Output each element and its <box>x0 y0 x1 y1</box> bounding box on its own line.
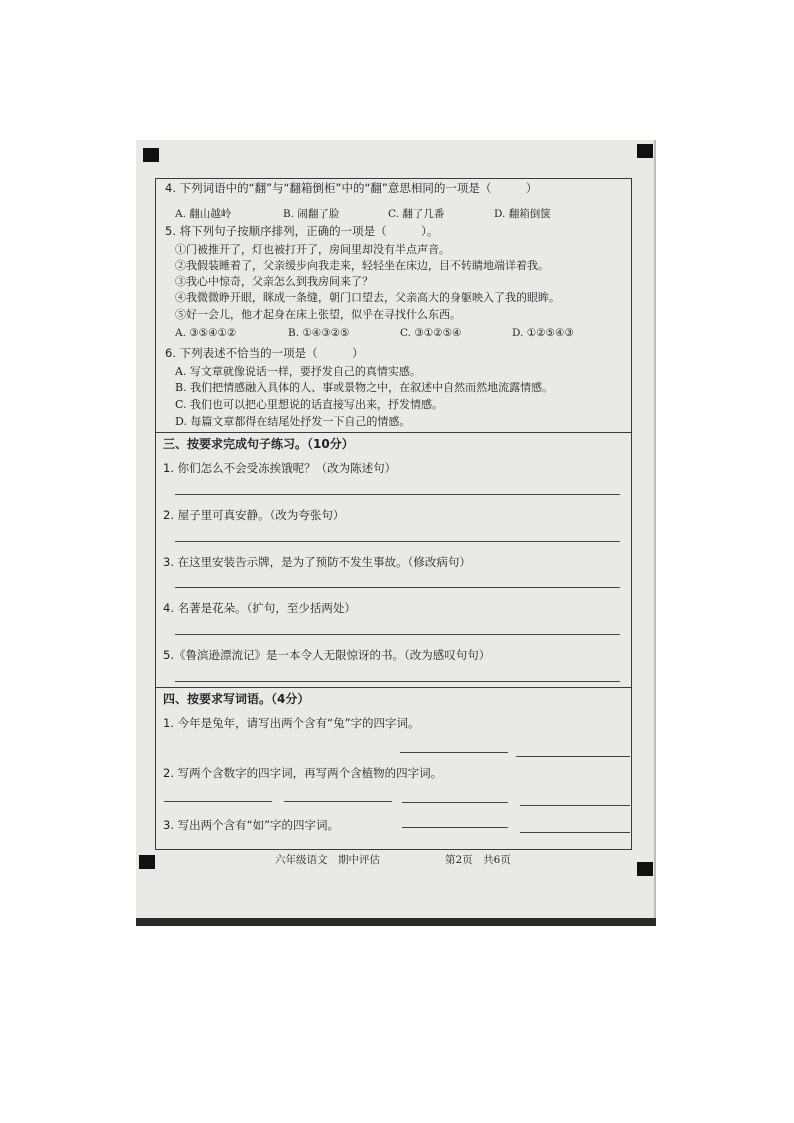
section3-item-4: 4. 名著是花朵。（扩句，至少括两处） <box>163 601 356 615</box>
registration-mark <box>143 148 159 162</box>
answer-line[interactable] <box>164 801 272 802</box>
page-shadow <box>136 918 656 926</box>
answer-line[interactable] <box>520 805 630 806</box>
q5-option-a: A. ③⑤④①② <box>175 327 237 339</box>
q6-stem: 6. 下列表述不恰当的一项是（ ） <box>165 346 364 360</box>
q4-option-c: C. 翻了几番 <box>388 208 445 220</box>
q5-option-b: B. ①④③②⑤ <box>288 327 350 339</box>
section3-item-1: 1. 你们怎么不会受冻挨饿呢？（改为陈述句） <box>163 461 397 475</box>
q5-sentence-5: ⑤好一会儿，他才起身在床上张望，似乎在寻找什么东西。 <box>175 308 461 321</box>
section4-item-2: 2. 写两个含数字的四字词，再写两个含植物的四字词。 <box>163 766 443 780</box>
answer-line[interactable] <box>284 801 392 802</box>
q5-sentence-1: ①门被推开了，灯也被打开了，房间里却没有半点声音。 <box>175 243 450 256</box>
section3-item-3: 3. 在这里安装告示牌，是为了预防不发生事故。（修改病句） <box>163 555 471 569</box>
registration-mark <box>637 144 653 158</box>
answer-line[interactable] <box>520 832 630 833</box>
answer-line[interactable] <box>175 681 620 682</box>
q5-sentence-4: ④我微微睁开眼，眯成一条缝，朝门口望去，父亲高大的身躯映入了我的眼眸。 <box>175 291 560 304</box>
q4-option-b: B. 闹翻了脸 <box>283 208 340 220</box>
footer-page-number: 第2页 共6页 <box>445 854 511 866</box>
answer-line[interactable] <box>516 756 630 757</box>
q5-option-c: C. ③①②⑤④ <box>400 327 462 339</box>
q5-stem: 5. 将下列句子按顺序排列，正确的一项是（ ）。 <box>165 224 439 238</box>
q4-option-d: D. 翻箱倒箧 <box>494 208 551 220</box>
footer-subject: 六年级语文 期中评估 <box>275 854 380 866</box>
q5-sentence-2: ②我假装睡着了，父亲缓步向我走来，轻轻坐在床边，目不转睛地端详着我。 <box>175 259 549 272</box>
section4-title: 四、按要求写词语。（4分） <box>163 692 310 706</box>
q5-option-d: D. ①②⑤④③ <box>512 327 574 339</box>
q6-option-b: B. 我们把情感融入具体的人、事或景物之中，在叙述中自然而然地流露情感。 <box>175 381 554 394</box>
section4-item-3: 3. 写出两个含有“如”字的四字词。 <box>163 818 340 832</box>
answer-line[interactable] <box>175 634 620 635</box>
section-divider <box>155 687 632 688</box>
registration-mark <box>637 862 653 876</box>
q4-option-a: A. 翻山越岭 <box>175 208 232 220</box>
answer-line[interactable] <box>175 587 620 588</box>
q4-stem: 4. 下列词语中的“翻”与“翻箱倒柜”中的“翻”意思相同的一项是（ ） <box>165 181 538 195</box>
q5-sentence-3: ③我心中惊奇，父亲怎么到我房间来了？ <box>175 275 373 288</box>
registration-mark <box>139 855 155 869</box>
q6-option-a: A. 写文章就像说话一样，要抒发自己的真情实感。 <box>175 365 421 378</box>
section3-item-2: 2. 屋子里可真安静。（改为夸张句） <box>163 508 345 522</box>
section3-item-5: 5.《鲁滨逊漂流记》是一本令人无限惊讶的书。（改为感叹句句） <box>163 648 491 662</box>
answer-line[interactable] <box>402 827 508 828</box>
answer-line[interactable] <box>175 541 620 542</box>
section4-item-1: 1. 今年是兔年，请写出两个含有“兔”字的四字词。 <box>163 716 420 730</box>
q6-option-d: D. 每篇文章都得在结尾处抒发一下自己的情感。 <box>175 415 411 428</box>
section3-title: 三、按要求完成句子练习。（10分） <box>163 437 354 451</box>
answer-line[interactable] <box>175 494 620 495</box>
section-divider <box>155 432 632 433</box>
answer-line[interactable] <box>400 752 508 753</box>
answer-line[interactable] <box>402 802 508 803</box>
q6-option-c: C. 我们也可以把心里想说的话直接写出来，抒发情感。 <box>175 398 444 411</box>
